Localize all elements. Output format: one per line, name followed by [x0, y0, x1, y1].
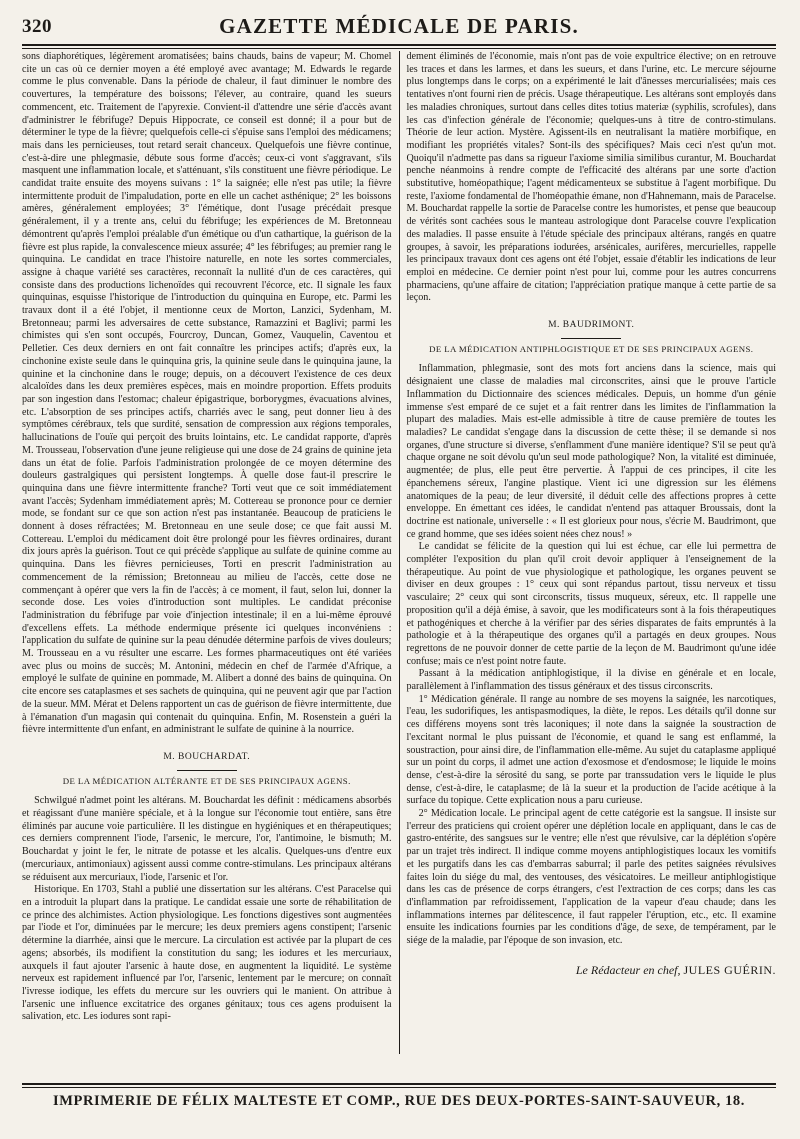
right-paragraph: 1° Médication générale. Il range au nombre de ses moyens la saignée, les narcotiques, l'eau, les sudorifiques, les antispasmodiques, la diète, le repos. Les détails qu'il donne sur ces différens moyens sont très laconiques; il note dans la saignée la soustraction de l'excitant normal le plus puissant de l'économie, et quand le sang est enflammé, la soustraction, pour ainsi dire, de l'inflammation elle-même. Au sujet du cataplasme appliqué sur un point du corps, il admet une action d'exosmose et d'endosmose; le liquide le moins dense, c'est-à-dire la sérosité du sang, se porte par transsudation vers le liquide le plus dense, c'est-à-dire, le cataplasme; de là la sueur et la production de l'acide acétique à la surface du topique. Cette explication nous a paru curieuse. [406, 693, 776, 807]
page-number: 320 [22, 16, 52, 37]
body-columns [22, 51, 776, 1054]
column-divider [399, 51, 400, 1054]
left-paragraph: Schwilgué n'admet point les altérans. M. Bouchardat les définit : médicamens absorbés et réagissant d'une manière spéciale, et à la longue sur l'économie tout entière, sans être éliminés par aucune voie particulière. Il les distingue en hygiéniques et en thérapeutiques; ces derniers comprennent l'iode, l'arsenic, le mercure, l'or, l'antimoine, le bismuth; M. Bouchardat y joint le fer, le nitrate de potasse et les alcalis. Quelques-uns d'entre eux (mercuriaux, antimoniaux) agissent aussi comme contre-stimulans. Les principaux altérans se réduisent aux mercuriaux, l'iode, l'arsenic et l'or. [22, 795, 392, 883]
signature-rule [561, 338, 621, 339]
right-paragraph: dement éliminés de l'économie, mais n'ont pas de voie expultrice élective; on en retrouve les traces et dans les larmes, et dans les sueurs, et dans l'urine, etc. Le mercure séjourne plus longtemps dans le corps; on a expérimenté le lait d'ânesses mercurialisées; mais ces tentatives n'ont fourni rien de précis. Usage thérapeutique. Les altérans sont employés dans les maladies chroniques, surtout dans celles dites totius materiæ (syphilis, scrofules), dans les cas d'infection générale de l'économie; quelques-uns à titre de contro-stimulans. Théorie de leur action. Mystère. Agissent-ils en neutralisant la matière morbifique, en modifiant les propriétés vitales? Sont-ils des spécifiques? Mais ceci n'est qu'un mot. Quoiqu'il n'admette pas dans sa rigueur l'axiome similia similibus curantur, M. Bouchardat penche néanmoins à rendre compte de l'efficacité des altérans par une sorte d'action substitutive, homéopathique; l'agent médicamenteux se substitue à l'agent morbifique. Du reste, l'axiome fondamental de l'homéopathie émane, non d'Hahnemann, mais de Paracelse. M. Bouchardat rappelle la sortie de Paracelse contre les humoristes, et pense que beaucoup de vérités sont cachées sous le manteau astrologique dont Paracelse couvre l'explication des maladies. Il passe ensuite à l'étude spéciale des principaux altérans, rangés en quatre groupes, à savoir, les préparations iodurées, arsénicales, aurifères, mercurielles, rappelle les principaux travaux dont ces agens ont été l'objet, essaie d'établir les indications de leur emploi en médecine. Ce dernier point n'est pour lui, comme pour les autres concurrens pharmaciens, qu'une affaire de citation; l'appréciation pratique manque à cette partie de sa leçon. [406, 51, 776, 304]
left-paragraph: sons diaphorétiques, légèrement aromatisées; bains chauds, bains de vapeur; M. Chomel cite un cas où ce dernier moyen a été employé avec avantage; M. Edwards le regarde comme le plus convenable. Dans la période de chaleur, il faut diminuer le nombre des couvertures, la température des boissons; l'élever, au contraire, quand les sueurs commencent, etc. Traitement de l'apyrexie. Convient-il d'attendre une série d'accès avant d'administrer le fébrifuge? Depuis Hippocrate, ce conseil est donné; il a pour but de déterminer le type de la fièvre; quelquefois celle-ci s'épuise sans l'emploi des médicamens; mais dans les pernicieuses, tout retard serait chanceux. Quelquefois une fièvre continue, c'est-à-dire une phlegmasie, débute sous forme d'accès; ceux-ci vont s'aggravant, s'ils masquent une inflammation locale, et s'atténuant, s'ils constituent une fièvre périodique. Le candidat traite ensuite des moyens suivans : 1° la saignée; elle n'est pas utile; la fièvre intermittente produit de l'impaludation, porte en elle un cachet asthénique; 2° les boissons amères, généralement employées; 3° l'émétique, dont l'usage précédait presque généralement, il y a trente ans, celui du fébrifuge; les expériences de M. Bretonneau démontrent qu'après l'emploi préalable d'un émétique ou d'un cathartique, la guérison de la fièvre est plus rapide, la convalescence mieux assurée; 4° les fébrifuges; au premier rang le quinquina. Le candidat en trace l'histoire naturelle, en note les sortes commerciales, assigne à chaque variété ses caractères, reconnaît la nullité d'un de ces caractères, qui consiste dans des productions lichenoïdes qui recouvrent l'écorce, etc. Il signale les faux quinquinas, esquisse l'historique de l'introduction du quinquina en Europe, etc. Parmi les travaux dont il a été l'objet, il mentionne ceux de Morton, Lanzici, Sydenham, M. Bretonneau; parmi les adversaires de cette substance, Ramazzini et Baglivi; parmi les chimistes qui s'en sont occupés, Fourcroy, Duncan, Gomez, Vauquelin, Caventou et Pelletier. Ces deux derniers en ont fait connaître les principes actifs; d'après eux, la cinchonine existe seule dans le quinquina gris, la quinine seule dans le quinquina jaune, la quinine et la cinchonine dans le rouge; depuis, on a découvert l'existence de ces deux alcaloïdes dans les deux premières espèces, mais en moindre proportion. Effets produits par son ingestion dans l'estomac; chaleur épigastrique, borborygmes, évacuations alvines, etc. L'absorption de ses principes actifs, charriés avec le sang, peut donner lieu à des symptômes cérébraux, tels que surdité, sensation de compression aux régions temporales, hallucinations de l'ouïe qui perçoit des bruits lointains, etc. Le candidat rapporte, d'après M. Trousseau, l'observation d'une jeune religieuse qui une dose de 24 grains de quinine jeta dans un état de folie. Parfois l'administration prolongée de ce moyen détermine des douleurs gastralgiques qui persistent longtemps. À quelle dose faut-il prescrire le quinquina dans une fièvre intermittente franche? Torti veut que ce soit immédiatement avant l'accès; Sydenham immédiatement après; M. Cottereau se prononce pour ce dernier mode, se fondant sur ce que son action n'est pas instantanée. Beaucoup de praticiens le donnent à doses réfractées; M. Bretonneau en une seule dose; ce que fait aussi M. Cottereau. L'emploi du médicament doit être prolongé pour les fièvres ordinaires, durant dix jours après la guérison. Tout ce qui précède s'applique au sulfate de quinine comme au quinquina. Dans les fièvres pernicieuses, Torti en prescrit l'administration au commencement de la rémission; Bretonneau au milieu de l'accès, cette dose ne commençant à opérer que vers la fin de l'accès; à ce moment, il faut, selon lui, donner la seconde dose. Les voies d'introduction sont multiples. Le candidat préconise l'administration du fébrifuge par voie d'injection intestinale; il en a lui-même éprouvé d'excellens effets. La méthode endermique présente ici quelques inconvéniens : l'application du sulfate de quinine sur la peau dénudée détermine parfois de vives douleurs; M. Trousseau en a vu résulter une escarre. Les formes pharmaceutiques ont été variées avec plus ou moins de succès; M. Antonini, médecin en chef de l'armée d'Afrique, a employé le sulfate de quinine en pommade, M. Alibert a donné des bains de quinquina. On cite encore ses cataplasmes et ses sachets de quinquina, qui ne peuvent agir que par l'action de la sueur. MM. Mérat et Delens rapportent un cas de guérison de fièvre intermittente, due à l'émanation d'un magasin qui contenait du quinquina. Enfin, M. Rosenstein a guéri la fièvre intermittente d'un enfant, en administrant le sulfate de quinine à la nourrice. [22, 51, 392, 736]
right-paragraph: 2° Médication locale. Le principal agent de cette catégorie est la sangsue. Il insiste sur l'erreur des praticiens qui croient opérer une déplétion locale en appliquant, dans le cas de gastro-entérite, des sangsues sur le ventre; elle n'est que révulsive, car la déplétion s'opère par un trajet très indirect. Il indique comme moyens antiphlogistiques locaux les vomitifs et les purgatifs dans les cas d'embarras saburral; il parle des petites saignées révulsives faites loin du siége du mal, des ventouses, des vésicatoires. Le meilleur antiphlogistique dans les cas de présence de corps étrangers, c'est l'extraction de ces corps; dans les cas d'inflammation par refroidissement, l'application de la vapeur d'eau chaude; dans les inflammations internes par délitescence, il faut rappeler l'éruption, etc., etc. Il examine ensuite les indications fournies par les conditions d'âge, de sexe, de tempérament, par le siége de la maladie, par l'époque de son invasion, etc. [406, 808, 776, 947]
gazette-title: GAZETTE MÉDICALE DE PARIS. [219, 14, 579, 38]
right-paragraph: Le candidat se félicite de la question qui lui est échue, car elle lui permettra de compléter l'exposition du plan qu'il croit devoir appliquer à l'enseignement de la thérapeutique. Au point de vue physiologique et pathologique, les organes peuvent se diviser en deux groupes : 1° ceux qui sont répandus partout, tissu nerveux et tissu vasculaire; 2° ceux qui sont circonscrits, tissus muqueux, séreux, etc. Il rappelle une proposition qu'il a déjà émise, à savoir, que les modificateurs sont à la fois thérapeutiques et pathogéniques et cherche à la vérifier par des séries disparates de faits empruntés à la pathologie et à la thérapeutique des organes qu'il a partagés en deux groupes. Nous regrettons de ne pouvoir donner de cette partie de la leçon de M. Baudrimont qu'une idée confuse; mais ce n'est point notre faute. [406, 541, 776, 667]
header-rule-thin [22, 48, 776, 49]
left-signature: M. BOUCHARDAT. [163, 751, 251, 762]
left-paragraph: Historique. En 1703, Stahl a publié une dissertation sur les altérans. C'est Paracelse qui en a introduit la plupart dans la pratique. Le candidat essaie une sorte de réhabilitation de ce prince des alchimistes. Action physiologique. Les fonctions digestives sont augmentées par l'iode et l'or, diminuées par le mercure; les deux premiers agens constipent; l'arsenic détermine la diarrhée, ainsi que le mercure. La circulation est activée par la plupart de ces agens; absorbés, ils modifient la constitution du sang; les iodures et les mercuriaux, auxquels il faut ajouter l'arsenic à haute dose, en augmentent la liquidité. Le système nerveux est rapidement influencé par l'or, l'arsenic, lentement par le mercure; on connaît l'ivresse iodique, les effets du mercure sur les ouvriers qui le manient. On attribue à l'arsenic une influence excitatrice des organes génitaux; tous ces agens produisent la salivation, etc. Les iodures sont rapi- [22, 884, 392, 1023]
right-column [402, 51, 777, 1054]
right-signature: M. BAUDRIMONT. [548, 320, 635, 331]
footer-rule-thin [22, 1087, 776, 1088]
signature-rule [177, 770, 237, 771]
editor-signature [407, 964, 777, 977]
imprint-line: IMPRIMERIE DE FÉLIX MALTESTE ET COMP., RUE DES DEUX-PORTES-SAINT-SAUVEUR, 18. [53, 1093, 745, 1109]
header-rule [22, 44, 776, 46]
right-paragraph: Passant à la médication antiphlogistique, il la divise en générale et en locale, parallèlement à l'inflammation des tissus généraux et des tissus circonscrits. [406, 668, 776, 693]
masthead [22, 12, 776, 40]
right-paragraph: Inflammation, phlegmasie, sont des mots fort anciens dans la science, mais qui désignaient une classe de maladies mal circonscrites, ainsi que le prouve l'article Inflammation du Dictionnaire des sciences médicales. Depuis, un homme d'un génie immense s'est emparé de ce sujet et a fait rentrer dans les limites de l'inflammation la plupart des maladies. Mais est-elle admissible à titre de cause première de toutes les maladies? Le candidat s'engage dans la discussion de cette thèse; il se demande si nos organes, d'une structure si diverse, s'enflamment d'une manière identique? S'il se peut qu'à chaque organe ne soit dévolu qu'un seul mode pathologique? Non, la vitalité est diminuée, augmentée; de plus, elle peut être pervertie. À l'appui de ces principes, il cite les épanchemens séreux, l'angine plastique. Vient ici une digression sur les élémens anatomiques de la peau; de leur diversité, il déduit celle des affections propres à cette enveloppe. En émettant ces idées, le candidat n'entend pas attaquer Broussais, dont la doctrine est nationale, universelle : « Il est glorieux pour nous, s'écrie M. Baudrimont, que ce grand homme, que ses idées soient nées chez nous! » [406, 363, 776, 540]
footer-rule [22, 1083, 776, 1085]
left-column [22, 51, 397, 1054]
left-section-heading: DE LA MÉDICATION ALTÉRANTE ET DE SES PRINCIPAUX AGENS. [62, 775, 351, 786]
editor-name: JULES GUÉRIN. [683, 962, 776, 977]
right-section-heading: DE LA MÉDICATION ANTIPHLOGISTIQUE ET DE SES PRINCIPAUX AGENS. [429, 343, 754, 354]
editor-prefix: Le Rédacteur en chef, [575, 962, 681, 977]
